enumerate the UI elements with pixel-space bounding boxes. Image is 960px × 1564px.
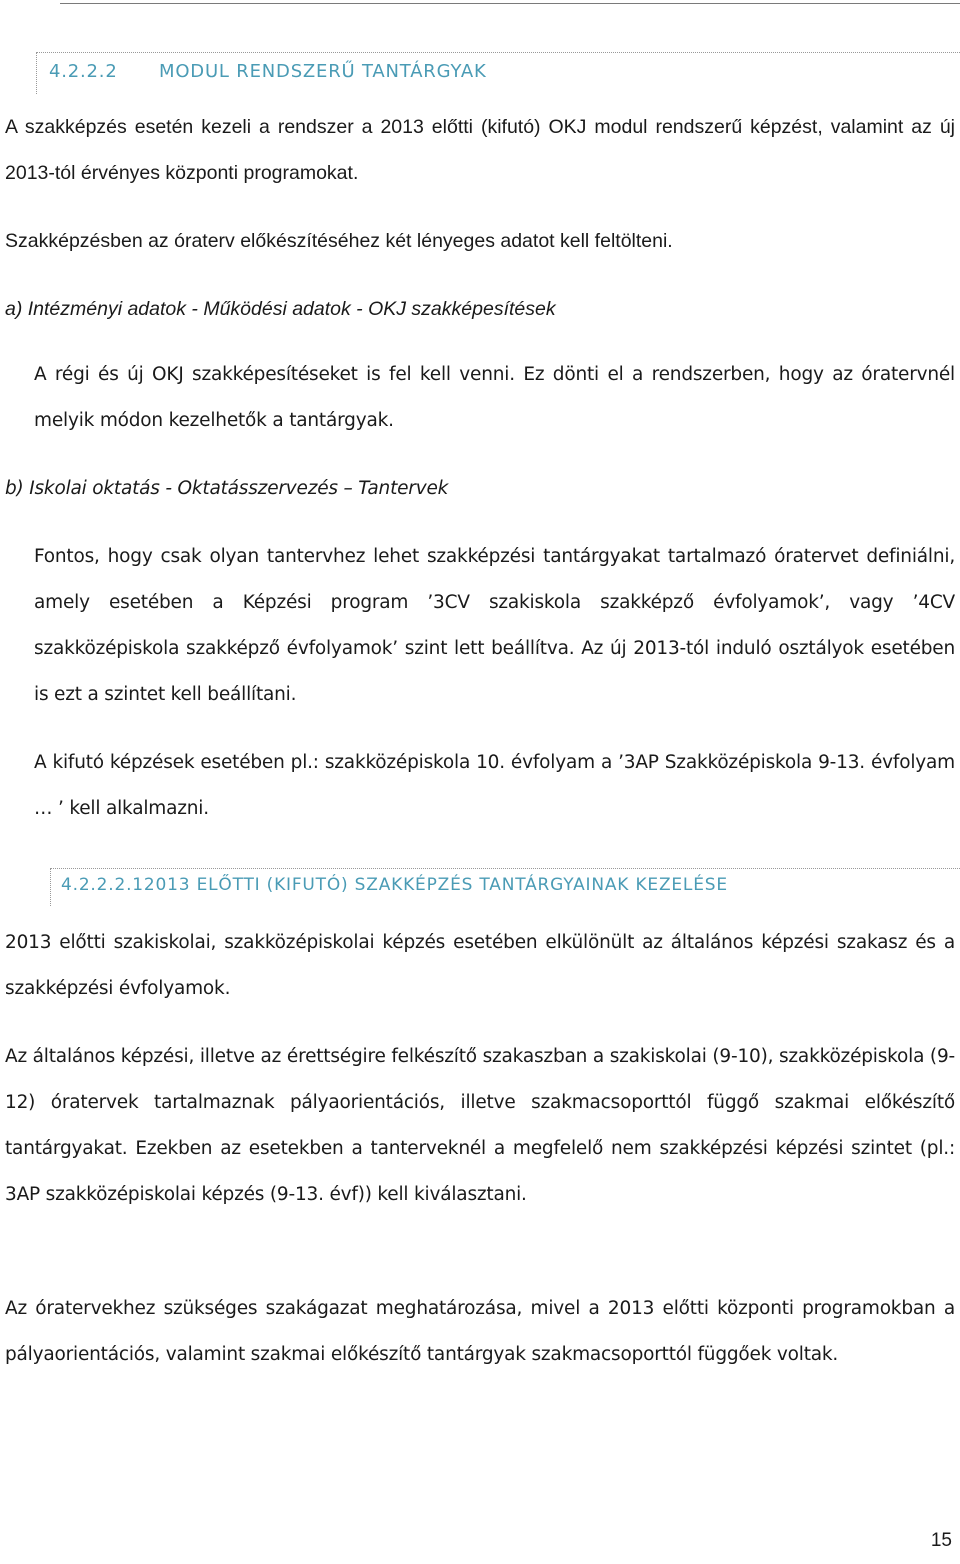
paragraph-intro: A szakképzés esetén kezeli a rendszer a 2013 előtti (kifutó) OKJ modul rendszerű képzést, valamint az új 2013-tól érvényes központi programokat. <box>5 116 955 184</box>
paragraph-altalanos: Az általános képzési, illetve az érettségire felkészítő szakaszban a szakiskolai (9-10), szakközépiskola (9-12) óratervek tartalmaznak pályaorientációs, illetve szakmacsoporttól függő szakmai előkészítő tantárgyakat. Ezekben az esetekben a tanterveknél a megfelelő nem szakképzési képzési szintet (pl.: 3AP szakközépiskolai képzés (9-13. évf)) kell kiválasztani. <box>5 1046 955 1205</box>
section-title: 2013 ELŐTTI (KIFUTÓ) SZAKKÉPZÉS TANTÁRGYAINAK KEZELÉSE <box>143 875 728 895</box>
paragraph-tanterv: Fontos, hogy csak olyan tantervhez lehet szakképzési tantárgyakat tartalmazó óratervet definiálni, amely esetében a Képzési program ’3CV szakiskola szakképző évfolyamok’, vagy ’4CV szakközépiskola szakképző évfolyamok’ szint lett beállítva. Az új 2013-tól induló osztályok esetében is ezt a szintet kell beállítani. <box>34 546 955 705</box>
section-number: 4.2.2.2.1 <box>61 875 144 895</box>
section-heading-4-2-2-2 <box>36 52 960 94</box>
paragraph-szakagazat: Az óratervekhez szükséges szakágazat meghatározása, mivel a 2013 előtti központi programokban a pályaorientációs, valamint szakmai előkészítő tantárgyak szakmacsoporttól függőek voltak. <box>5 1298 955 1365</box>
paragraph-heading-b: b) Iskolai oktatás - Oktatásszervezés – Tantervek <box>5 478 449 499</box>
section-number: 4.2.2.2 <box>49 61 118 82</box>
section-heading-4-2-2-2-1 <box>50 868 960 906</box>
header-rule <box>60 3 960 4</box>
paragraph-okj: A régi és új OKJ szakképesítéseket is fel kell venni. Ez dönti el a rendszerben, hogy az óratervnél melyik módon kezelhetők a tantárgyak. <box>34 364 955 431</box>
page-number: 15 <box>930 1530 952 1551</box>
section-title: MODUL RENDSZERŰ TANTÁRGYAK <box>159 61 487 82</box>
paragraph-2013-elotti: 2013 előtti szakiskolai, szakközépiskolai képzés esetében elkülönült az általános képzési szakasz és a szakképzési évfolyamok. <box>5 932 955 999</box>
paragraph-heading-a: a) Intézményi adatok - Működési adatok - OKJ szakképesítések <box>5 298 556 320</box>
paragraph-szakkepzes: Szakképzésben az óraterv előkészítéséhez két lényeges adatot kell feltölteni. <box>5 230 673 252</box>
paragraph-kifuto: A kifutó képzések esetében pl.: szakközépiskola 10. évfolyam a ’3AP Szakközépiskola 9-13. évfolyam … ’ kell alkalmazni. <box>34 752 955 819</box>
